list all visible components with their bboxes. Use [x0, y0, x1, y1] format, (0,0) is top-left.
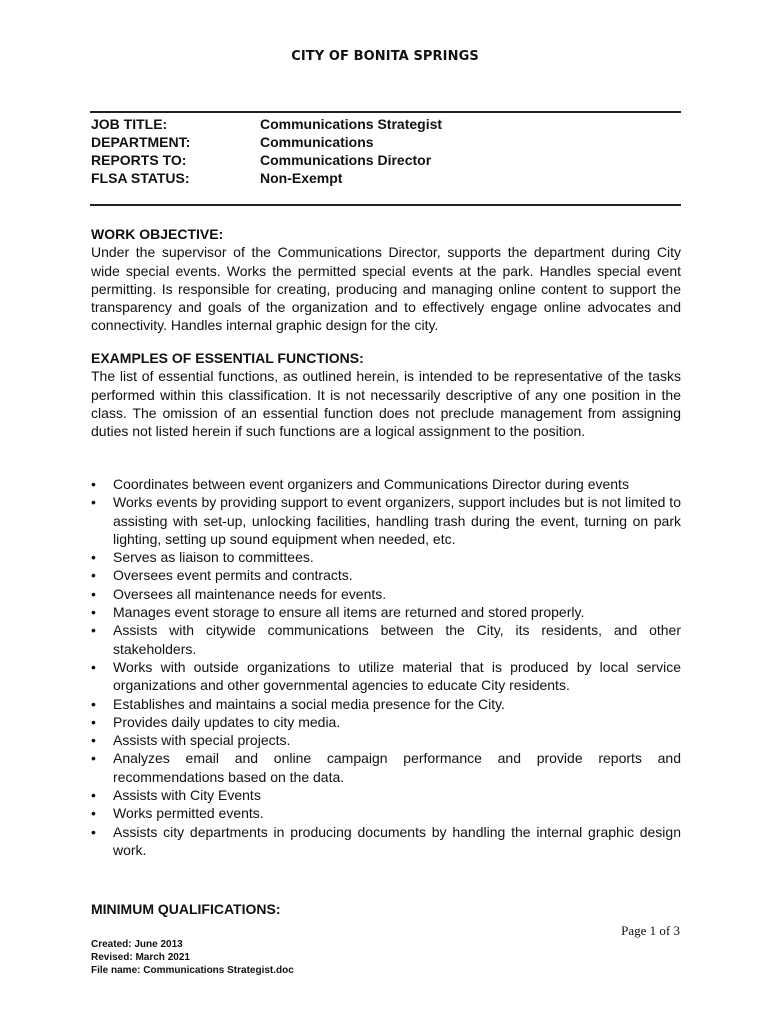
header-top-rule — [90, 111, 681, 113]
job-info-row-flsa — [91, 169, 681, 187]
revised-date: Revised: March 2021 — [91, 952, 190, 963]
header-bottom-rule — [90, 204, 681, 206]
work-objective-text: Under the supervisor of the Communications Director, supports the department during City wide special events. Works the permitted special events at the park. Handles special event permitting. Is responsible for creating, producing and managing online content to support the transparency and goals of the organization and to effectively engage online advocates and connectivity. Handles internal graphic design for the city. — [91, 244, 681, 334]
department-label: DEPARTMENT: — [91, 134, 191, 150]
list-item: • Provides daily updates to city media. — [91, 713, 681, 731]
created-date: Created: June 2013 — [91, 939, 183, 950]
job-info-row-department — [91, 133, 681, 151]
work-objective-section — [91, 225, 681, 335]
list-item: • Oversees all maintenance needs for events. — [91, 585, 681, 603]
list-item: • Serves as liaison to committees. — [91, 548, 681, 566]
list-item: • Oversees event permits and contracts. — [91, 566, 681, 584]
document-title: CITY OF BONITA SPRINGS — [291, 49, 479, 64]
list-item: • Assists with citywide communications between the City, its residents, and other stakeholders. — [91, 621, 681, 658]
job-info-row-reports-to — [91, 151, 681, 169]
job-info-row-title — [91, 115, 681, 133]
list-item: • Assists city departments in producing documents by handling the internal graphic design work. — [91, 823, 681, 860]
flsa-status-value: Non-Exempt — [260, 170, 343, 186]
list-item: • Analyzes email and online campaign performance and provide reports and recommendations based on the data. — [91, 749, 681, 786]
essential-functions-list — [91, 475, 681, 859]
page-number: Page 1 of 3 — [621, 923, 680, 938]
minimum-qualifications-section — [91, 900, 681, 918]
list-item: • Assists with City Events — [91, 786, 681, 804]
job-title-value: Communications Strategist — [260, 116, 443, 132]
list-item: • Coordinates between event organizers and Communications Director during events — [91, 475, 681, 493]
reports-to-label: REPORTS TO: — [91, 152, 187, 168]
essential-functions-section — [91, 349, 681, 440]
essential-functions-intro: The list of essential functions, as outlined herein, is intended to be representative of the tasks performed within this classification. It is not necessarily descriptive of any one position in the class. The omission of an essential function does not preclude management from assigning duties not listed herein if such functions are a logical assignment to the position. — [91, 368, 681, 440]
department-value: Communications — [260, 134, 374, 150]
list-item: • Works with outside organizations to utilize material that is produced by local service organizations and other governmental agencies to educate City residents. — [91, 658, 681, 695]
reports-to-value: Communications Director — [260, 152, 432, 168]
job-title-label: JOB TITLE: — [91, 116, 168, 132]
list-item: • Assists with special projects. — [91, 731, 681, 749]
document-footer — [91, 938, 294, 977]
flsa-status-label: FLSA STATUS: — [91, 170, 190, 186]
list-item: • Manages event storage to ensure all items are returned and stored properly. — [91, 603, 681, 621]
work-objective-heading: WORK OBJECTIVE: — [91, 226, 224, 242]
list-item: • Establishes and maintains a social media presence for the City. — [91, 695, 681, 713]
job-info-block — [91, 115, 681, 187]
essential-functions-heading: EXAMPLES OF ESSENTIAL FUNCTIONS: — [91, 350, 364, 366]
list-item: • Works permitted events. — [91, 804, 681, 822]
list-item: • Works events by providing support to event organizers, support includes but is not limited to assisting with set-up, unlocking facilities, handling trash during the event, turning on park lighting, setting up sound equipment when needed, etc. — [91, 493, 681, 548]
file-name: File name: Communications Strategist.doc — [91, 965, 294, 976]
minimum-qualifications-heading: MINIMUM QUALIFICATIONS: — [91, 901, 281, 917]
